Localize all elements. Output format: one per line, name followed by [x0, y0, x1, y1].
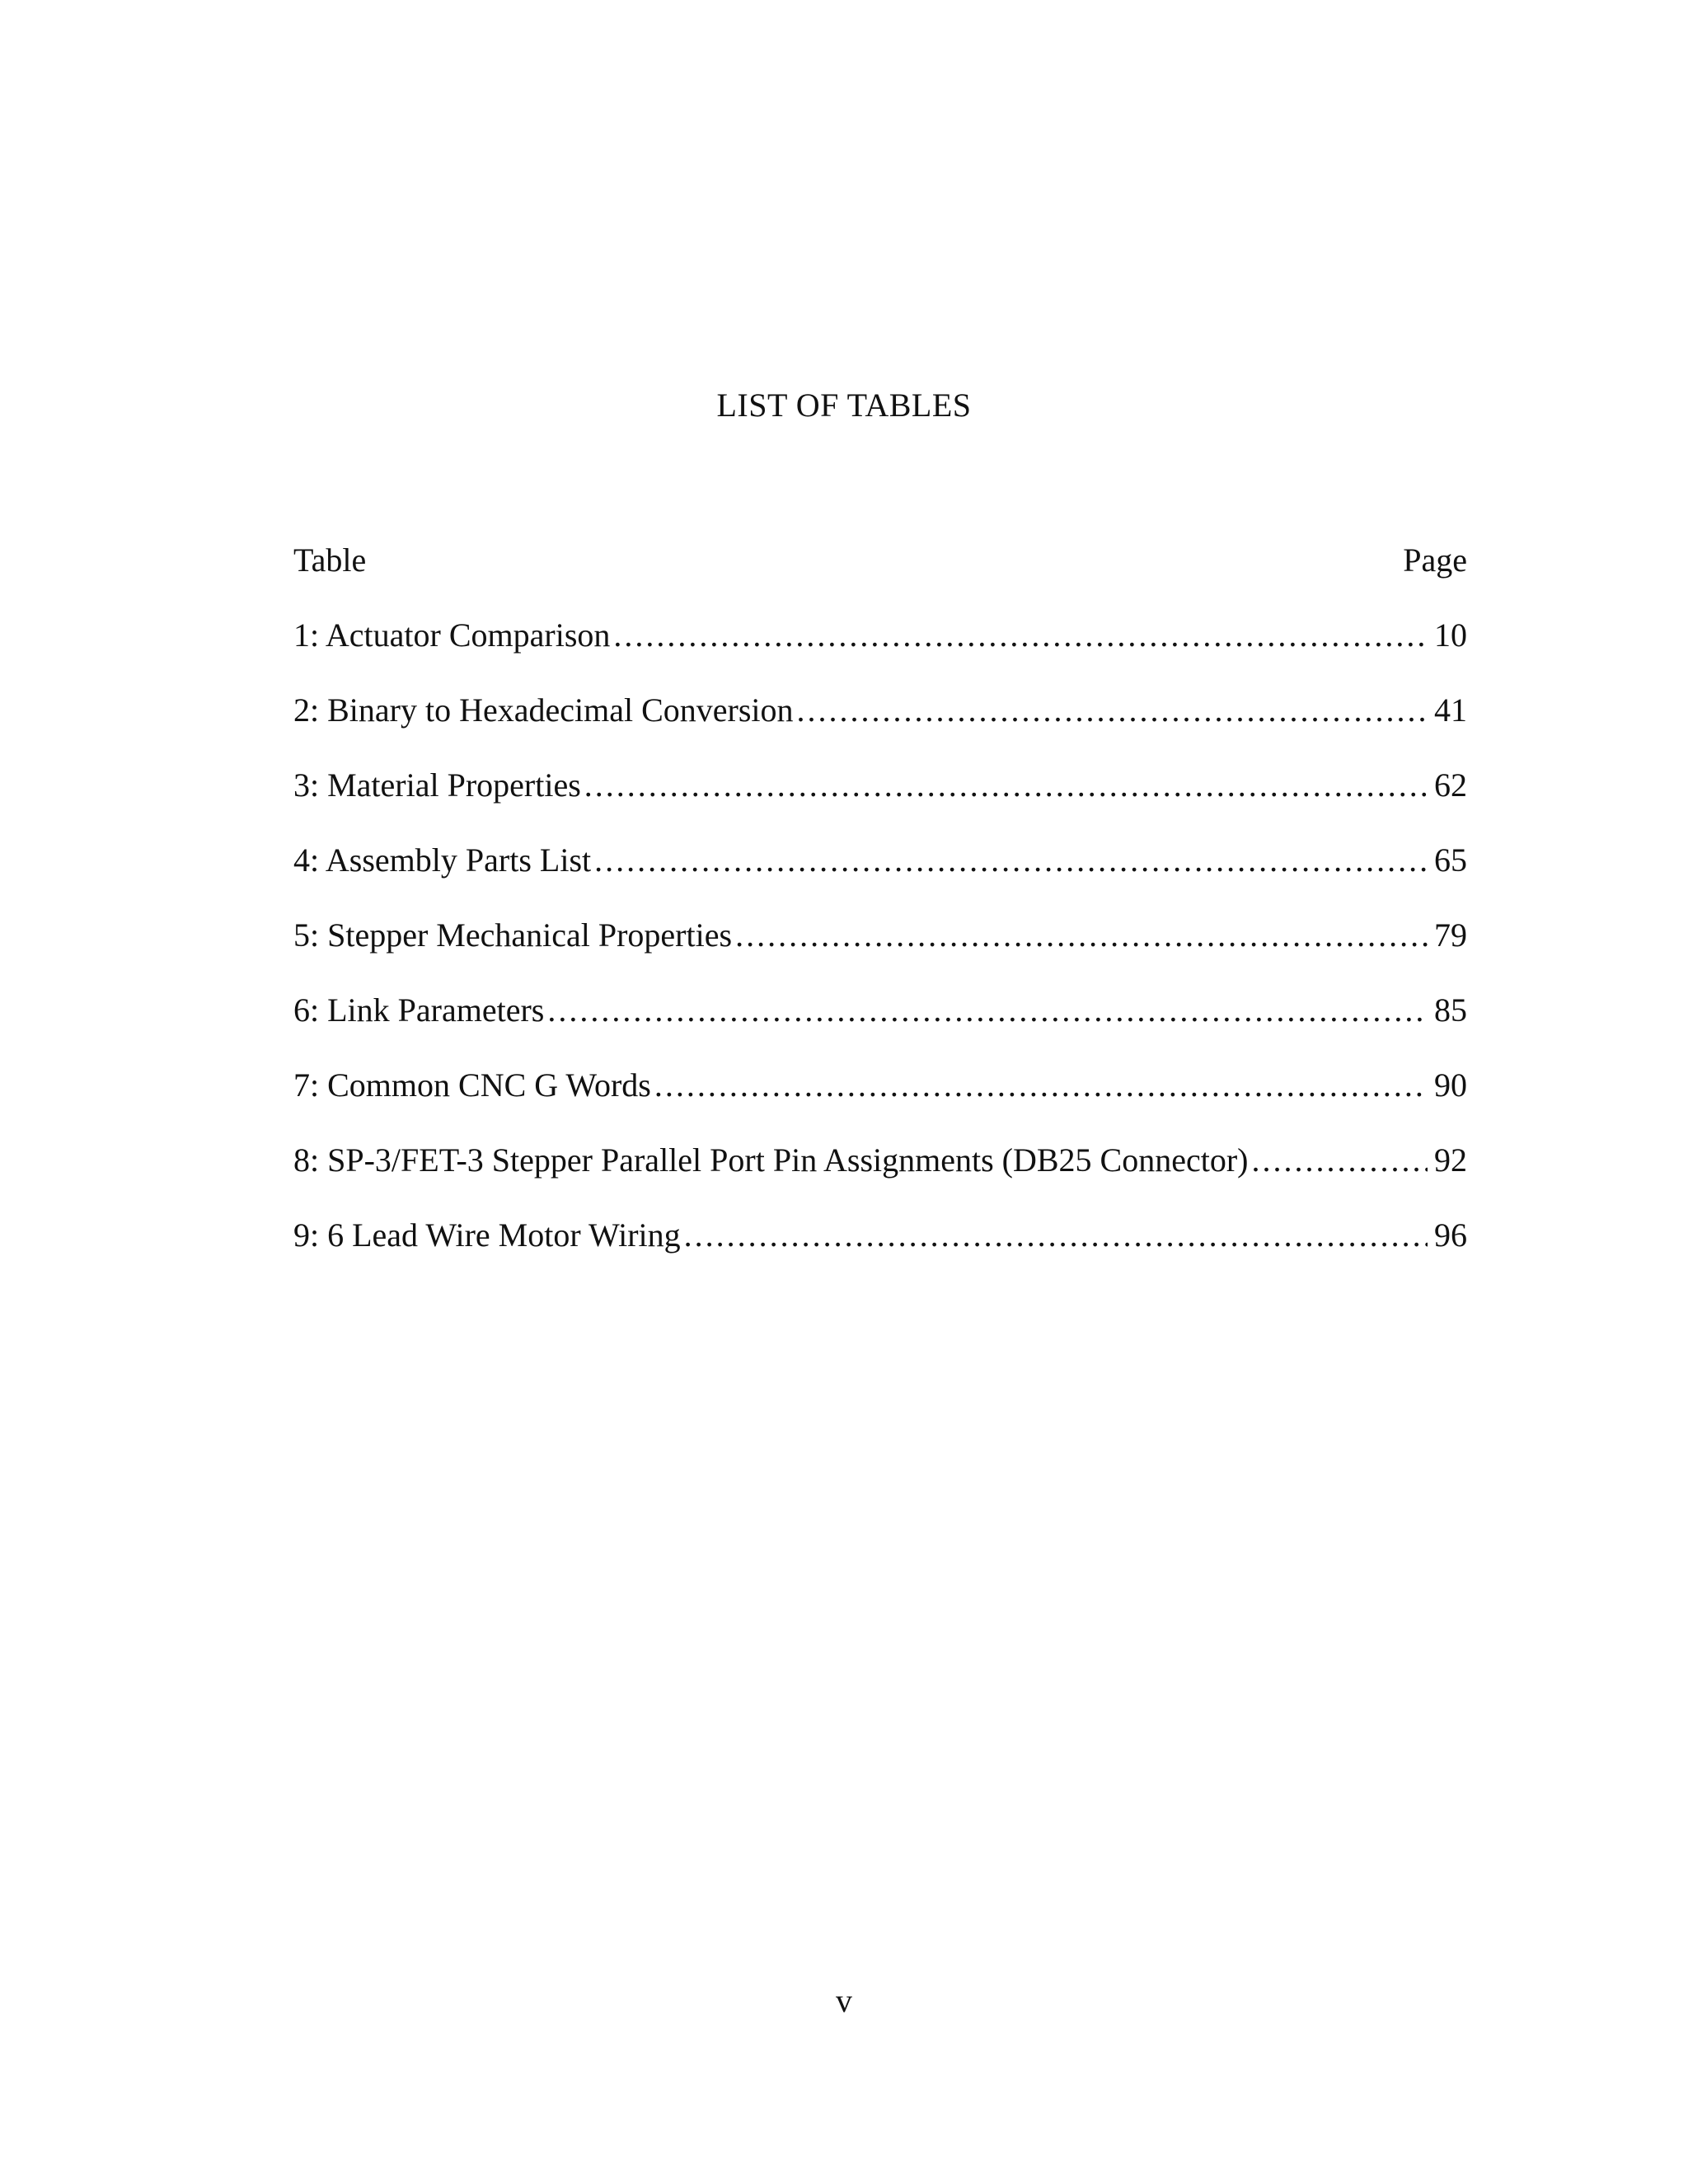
toc-entry-title: 2: Binary to Hexadecimal Conversion — [293, 691, 794, 729]
toc-header — [293, 541, 1467, 580]
toc-entry-page: 85 — [1434, 991, 1467, 1029]
toc-entry-title: 4: Assembly Parts List — [293, 841, 592, 879]
dot-leader — [654, 1066, 1428, 1105]
toc-entry-title: 7: Common CNC G Words — [293, 1066, 651, 1104]
dot-leader — [684, 1216, 1428, 1255]
toc-entry-title: 3: Material Properties — [293, 766, 581, 804]
toc-entry-title: 1: Actuator Comparison — [293, 616, 611, 654]
dot-leader — [797, 691, 1428, 730]
toc-entry-title: 5: Stepper Mechanical Properties — [293, 916, 733, 954]
toc-entry[interactable] — [293, 841, 1467, 880]
toc-entry-page: 96 — [1434, 1216, 1467, 1254]
toc-entry-page: 92 — [1434, 1141, 1467, 1179]
toc-entry[interactable] — [293, 916, 1467, 955]
toc-entry[interactable] — [293, 991, 1467, 1030]
toc-entry-title: 9: 6 Lead Wire Motor Wiring — [293, 1216, 681, 1254]
toc-entry-page: 41 — [1434, 691, 1467, 729]
page-title: LIST OF TABLES — [716, 387, 972, 424]
dot-leader — [613, 616, 1428, 655]
dot-leader — [735, 916, 1428, 955]
toc-entry-page: 90 — [1434, 1066, 1467, 1104]
toc-entry-page: 62 — [1434, 766, 1467, 804]
toc-entry-page: 79 — [1434, 916, 1467, 954]
toc-entry-title: 6: Link Parameters — [293, 991, 545, 1029]
dot-leader — [1252, 1141, 1428, 1180]
table-column-heading: Table — [293, 541, 367, 579]
toc-entry[interactable] — [293, 1216, 1467, 1255]
toc-entry-title: 8: SP-3/FET-3 Stepper Parallel Port Pin Assignments (DB25 Connector) — [293, 1141, 1249, 1179]
dot-leader — [584, 766, 1428, 805]
page-number: v — [836, 1982, 852, 2019]
page-column-heading: Page — [1403, 541, 1467, 579]
dot-leader — [594, 841, 1428, 880]
toc-entry[interactable] — [293, 766, 1467, 805]
toc-entry[interactable] — [293, 1066, 1467, 1105]
toc-entry[interactable] — [293, 1141, 1467, 1180]
toc-entry-page: 65 — [1434, 841, 1467, 879]
toc-entry[interactable] — [293, 616, 1467, 655]
toc-entry-page: 10 — [1434, 616, 1467, 654]
toc-entry[interactable] — [293, 691, 1467, 730]
dot-leader — [547, 991, 1428, 1030]
